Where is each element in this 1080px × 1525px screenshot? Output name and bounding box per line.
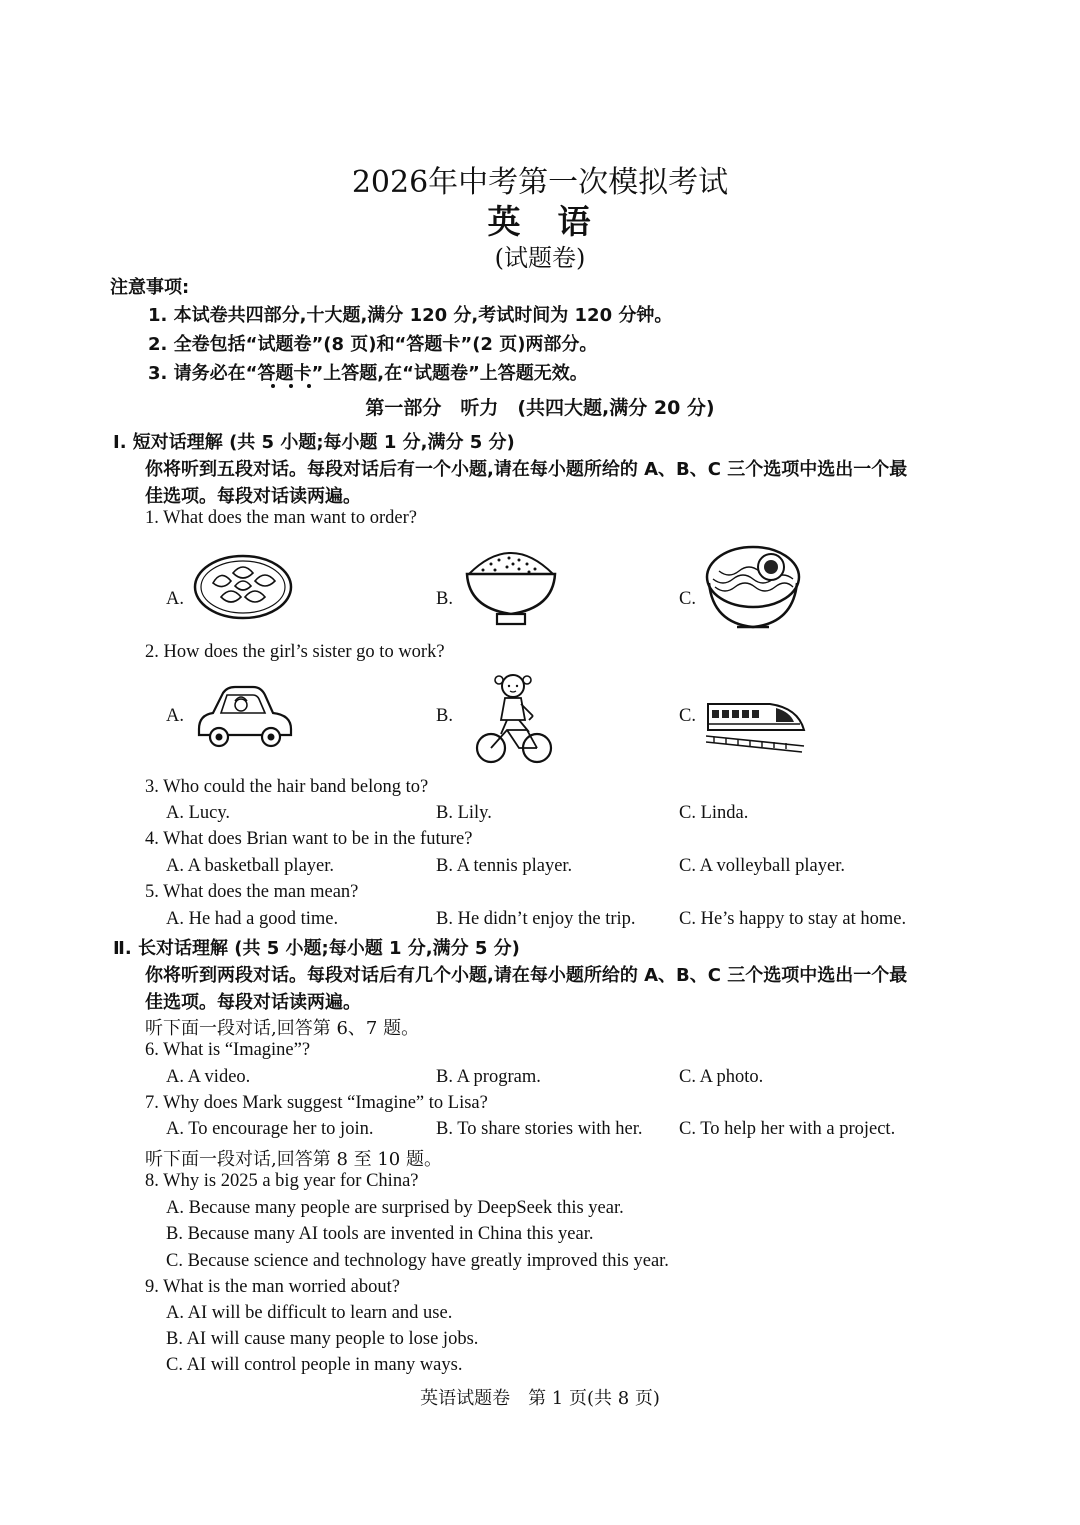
q3-option-c: C. Linda. [679,803,749,823]
q1-option-a: A. [166,589,184,609]
section2-heading: Ⅱ. 长对话理解 (共 5 小题;每小题 1 分,满分 5 分) [113,938,520,959]
listen-instruction-1: 听下面一段对话,回答第 6、7 题。 [145,1018,420,1039]
section1-instruction-1: 你将听到五段对话。每段对话后有一个小题,请在每小题所给的 A、B、C 三个选项中选出一个最 [145,459,908,480]
notes-heading: 注意事项: [110,277,190,298]
q5-text: 5. What does the man mean? [145,882,359,902]
dumplings-plate-image [193,553,293,621]
q6-option-a: A. A video. [166,1067,251,1087]
section1-heading: Ⅰ. 短对话理解 (共 5 小题;每小题 1 分,满分 5 分) [113,432,515,453]
q8-option-a: A. Because many people are surprised by DeepSeek this year. [166,1198,624,1218]
subject-title: 英 语 [487,202,593,241]
noodle-bowl-image [703,543,803,633]
q8-option-c: C. Because science and technology have greatly improved this year. [166,1251,669,1271]
high-speed-train-image [706,690,806,754]
note-item-1: 1. 本试卷共四部分,十大题,满分 120 分,考试时间为 120 分钟。 [148,305,673,326]
note-item-3: 3. 请务必在“答题卡”上答题,在“试题卷”上答题无效。 [148,363,588,384]
q2-text: 2. How does the girl’s sister go to work? [145,642,445,662]
q6-option-c: C. A photo. [679,1067,764,1087]
q9-option-b: B. AI will cause many people to lose jobs. [166,1329,479,1349]
q1-option-b: B. [436,589,453,609]
emphasis-dot [271,384,275,388]
q9-option-c: C. AI will control people in many ways. [166,1355,463,1375]
page-footer: 英语试题卷 第 1 页(共 8 页) [420,1388,660,1409]
q6-text: 6. What is “Imagine”? [145,1040,311,1060]
q8-option-b: B. Because many AI tools are invented in China this year. [166,1224,594,1244]
section1-instruction-2: 佳选项。每段对话读两遍。 [145,486,361,507]
exam-title: 2026年中考第一次模拟考试 [351,165,729,200]
q4-option-c: C. A volleyball player. [679,856,845,876]
girl-on-bicycle-image [473,670,555,768]
q5-option-c: C. He’s happy to stay at home. [679,909,907,929]
q1-option-c: C. [679,589,696,609]
q5-option-b: B. He didn’t enjoy the trip. [436,909,636,929]
q9-option-a: A. AI will be difficult to learn and use. [166,1303,453,1323]
q8-text: 8. Why is 2025 a big year for China? [145,1171,419,1191]
emphasis-dot [289,384,293,388]
q7-option-b: B. To share stories with her. [436,1119,643,1139]
q4-option-b: B. A tennis player. [436,856,573,876]
q3-text: 3. Who could the hair band belong to? [145,777,429,797]
paper-type: (试题卷) [494,244,586,272]
car-image [195,683,295,751]
q9-text: 9. What is the man worried about? [145,1277,400,1297]
part1-heading: 第一部分 听力 (共四大题,满分 20 分) [365,397,715,419]
q1-text: 1. What does the man want to order? [145,508,417,528]
q7-option-c: C. To help her with a project. [679,1119,896,1139]
section2-instruction-1: 你将听到两段对话。每段对话后有几个小题,请在每小题所给的 A、B、C 三个选项中选出一个最 [145,965,908,986]
q7-option-a: A. To encourage her to join. [166,1119,374,1139]
q6-option-b: B. A program. [436,1067,541,1087]
q4-text: 4. What does Brian want to be in the future? [145,829,473,849]
q2-option-b: B. [436,706,453,726]
q2-option-c: C. [679,706,696,726]
emphasis-dot [307,384,311,388]
q5-option-a: A. He had a good time. [166,909,339,929]
q4-option-a: A. A basketball player. [166,856,335,876]
q2-option-a: A. [166,706,184,726]
q7-text: 7. Why does Mark suggest “Imagine” to Lisa? [145,1093,488,1113]
q3-option-a: A. Lucy. [166,803,231,823]
rice-bowl-image [463,542,559,628]
section2-instruction-2: 佳选项。每段对话读两遍。 [145,992,361,1013]
note-item-2: 2. 全卷包括“试题卷”(8 页)和“答题卡”(2 页)两部分。 [148,334,598,355]
q3-option-b: B. Lily. [436,803,492,823]
listen-instruction-2: 听下面一段对话,回答第 8 至 10 题。 [145,1149,442,1170]
